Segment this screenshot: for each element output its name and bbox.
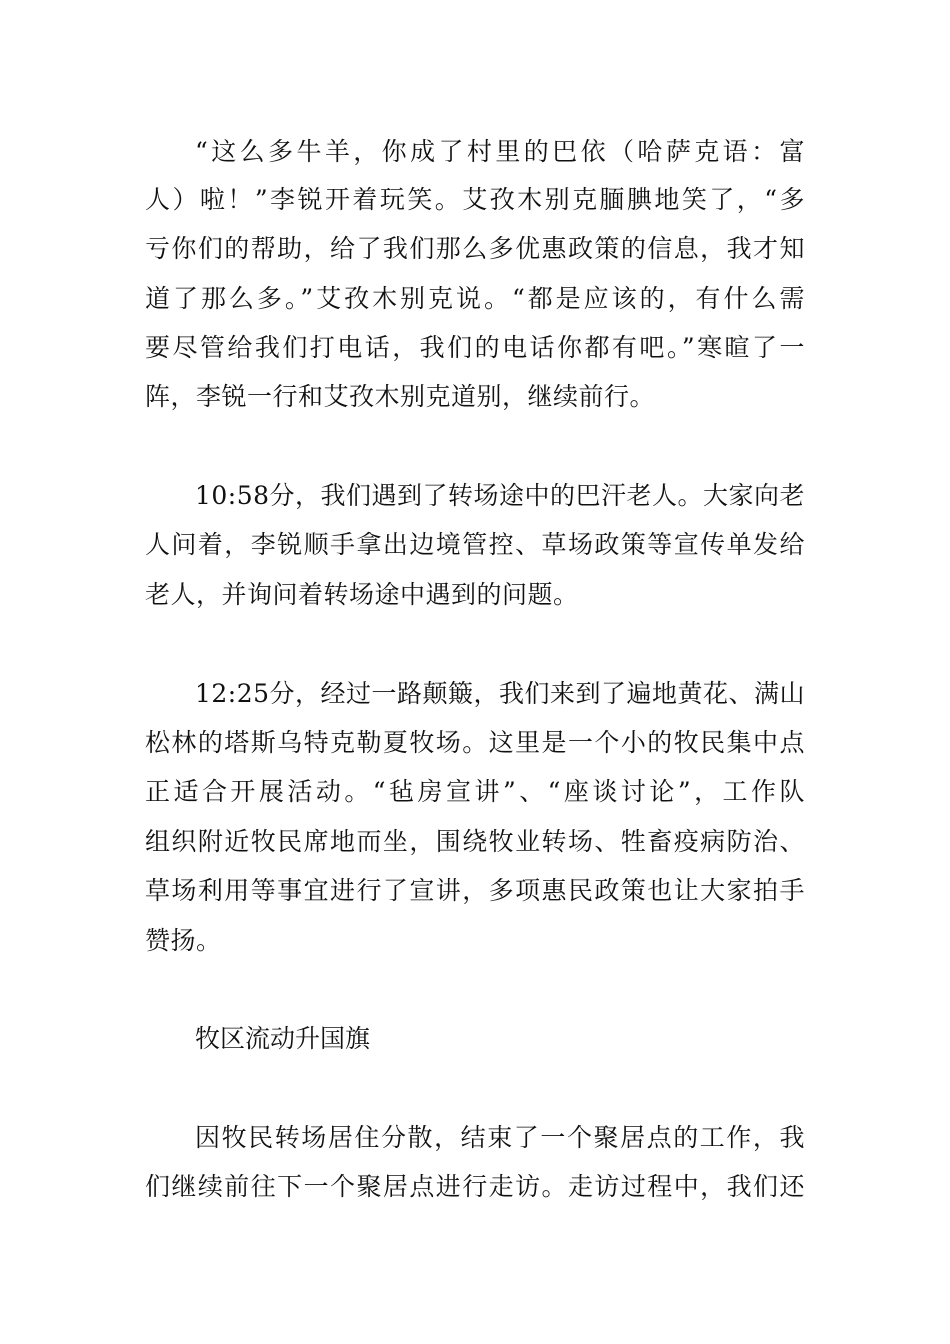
paragraph-line: 10:58分，我们遇到了转场途中的巴汗老人。大家向老 [195, 481, 806, 510]
paragraph-line: 12:25分，经过一路颠簸，我们来到了遍地黄花、满山 [195, 679, 806, 708]
paragraph-line: 道了那么多。”艾孜木别克说。“都是应该的，有什么需 [145, 284, 805, 313]
paragraph-line: 组织附近牧民席地而坐，围绕牧业转场、牲畜疫病防治、 [145, 827, 805, 856]
paragraph-line: “这么多牛羊，你成了村里的巴依（哈萨克语：富 [195, 137, 805, 166]
paragraph-line: 正适合开展活动。“毡房宣讲”、“座谈讨论”，工作队 [145, 777, 805, 806]
paragraph-line: 人）啦！”李锐开着玩笑。艾孜木别克腼腆地笑了，“多 [145, 185, 805, 214]
paragraph-line: 们继续前往下一个聚居点进行走访。走访过程中，我们还 [145, 1172, 805, 1201]
paragraph-line: 要尽管给我们打电话，我们的电话你都有吧。”寒暄了一 [145, 333, 805, 362]
paragraph-line: 草场利用等事宜进行了宣讲，多项惠民政策也让大家拍手 [145, 876, 805, 905]
paragraph-line: 老人，并询问着转场途中遇到的问题。 [145, 580, 579, 609]
paragraph-line: 赞扬。 [145, 926, 222, 955]
paragraph-line: 因牧民转场居住分散，结束了一个聚居点的工作，我 [195, 1123, 805, 1152]
paragraph-line: 阵，李锐一行和艾孜木别克道别，继续前行。 [145, 382, 656, 411]
section-heading: 牧区流动升国旗 [195, 1024, 371, 1053]
paragraph-line: 人问着，李锐顺手拿出边境管控、草场政策等宣传单发给 [145, 530, 805, 559]
paragraph-line: 松林的塔斯乌特克勒夏牧场。这里是一个小的牧民集中点 [145, 728, 805, 757]
paragraph-line: 亏你们的帮助，给了我们那么多优惠政策的信息，我才知 [145, 234, 805, 263]
